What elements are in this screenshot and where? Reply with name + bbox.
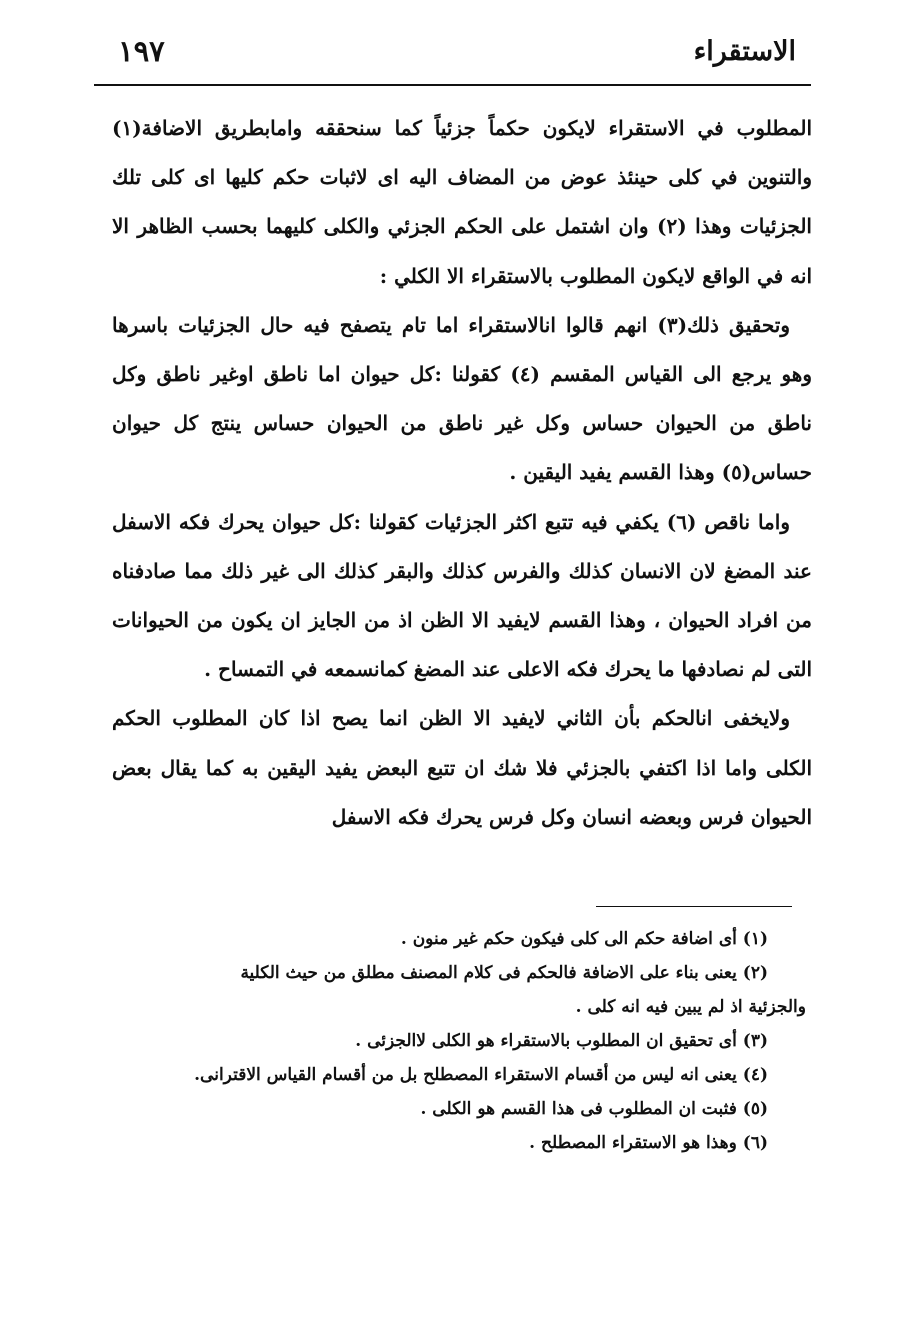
footnote: (٥) فثبت ان المطلوب فى هذا القسم هو الكلى . (420, 1099, 768, 1119)
footnote: (٣) أى تحقيق ان المطلوب بالاستقراء هو الكلى لاالجزئى . (355, 1031, 768, 1051)
header-divider (94, 84, 811, 86)
running-header (112, 30, 798, 78)
paragraph: وتحقيق ذلك(٣) انهم قالوا انالاستقراء اما تام يتصفح فيه حال الجزئيات باسرها وهو يرجع الى القياس المقسم (٤) كقولنا :كل حيوان اما ناطق اوغير ناطق وكل ناطق من الحيوان حساس وكل غير ناطق من الحيوان حساس ينتج كل حيوان حساس(٥) وهذا القسم يفيد اليقين . (112, 312, 812, 485)
main-text (112, 104, 812, 842)
chapter-title: الاستقراء (693, 36, 796, 67)
footnote: (٢) يعنى بناء على الاضافة فالحكم فى كلام المصنف مطلق من حيث الكلية (240, 963, 768, 983)
paragraph: ولايخفى انالحكم بأن الثاني لايفيد الا الظن انما يصح اذا كان المطلوب الحكم الكلى واما اذا اكتفي بالجزئي فلا شك ان تتبع البعض يفيد اليقين به كما يقال بعض الحيوان فرس وبعضه انسان وكل فرس يحرك فكه الاسفل (112, 706, 812, 829)
page-number: ١٩٧ (118, 34, 165, 68)
paragraph: واما ناقص (٦) يكفي فيه تتبع اكثر الجزئيات كقولنا :كل حيوان يحرك فكه الاسفل عند المضغ لان الانسان كذلك والفرس كذلك والبقر كذلك الى غير ذلك مما صادفناه من افراد الحيوان ، وهذا القسم لايفيد الا الظن اذ من الجايز ان يكون من الحيوانات التى لم نصادفها ما يحرك فكه الاعلى عند المضغ كمانسمعه في التمساح . (112, 509, 812, 682)
footnote: (٦) وهذا هو الاستقراء المصطلح . (529, 1133, 768, 1153)
footnote-continuation: والجزئية اذ لم يبين فيه انه كلى . (575, 997, 806, 1017)
paragraph: المطلوب في الاستقراء لايكون حكماً جزئياً كما سنحققه وامابطريق الاضافة(١) والتنوين في كلى حينئذ عوض من المضاف اليه اى لاثبات حكم كليها اى كلى تلك الجزئيات وهذا (٢) وان اشتمل على الحكم الجزئي والكلى كليهما بحسب الظاهر الا انه في الواقع لايكون المطلوب بالاستقراء الا الكلي : (112, 116, 812, 288)
footnotes (106, 922, 806, 1160)
footnote: (١) أى اضافة حكم الى كلى فيكون حكم غير منون . (400, 929, 768, 949)
footnote-divider (596, 906, 792, 907)
footnote: (٤) يعنى انه ليس من أقسام الاستقراء المصطلح بل من أقسام القياس الاقترانى. (194, 1065, 768, 1085)
